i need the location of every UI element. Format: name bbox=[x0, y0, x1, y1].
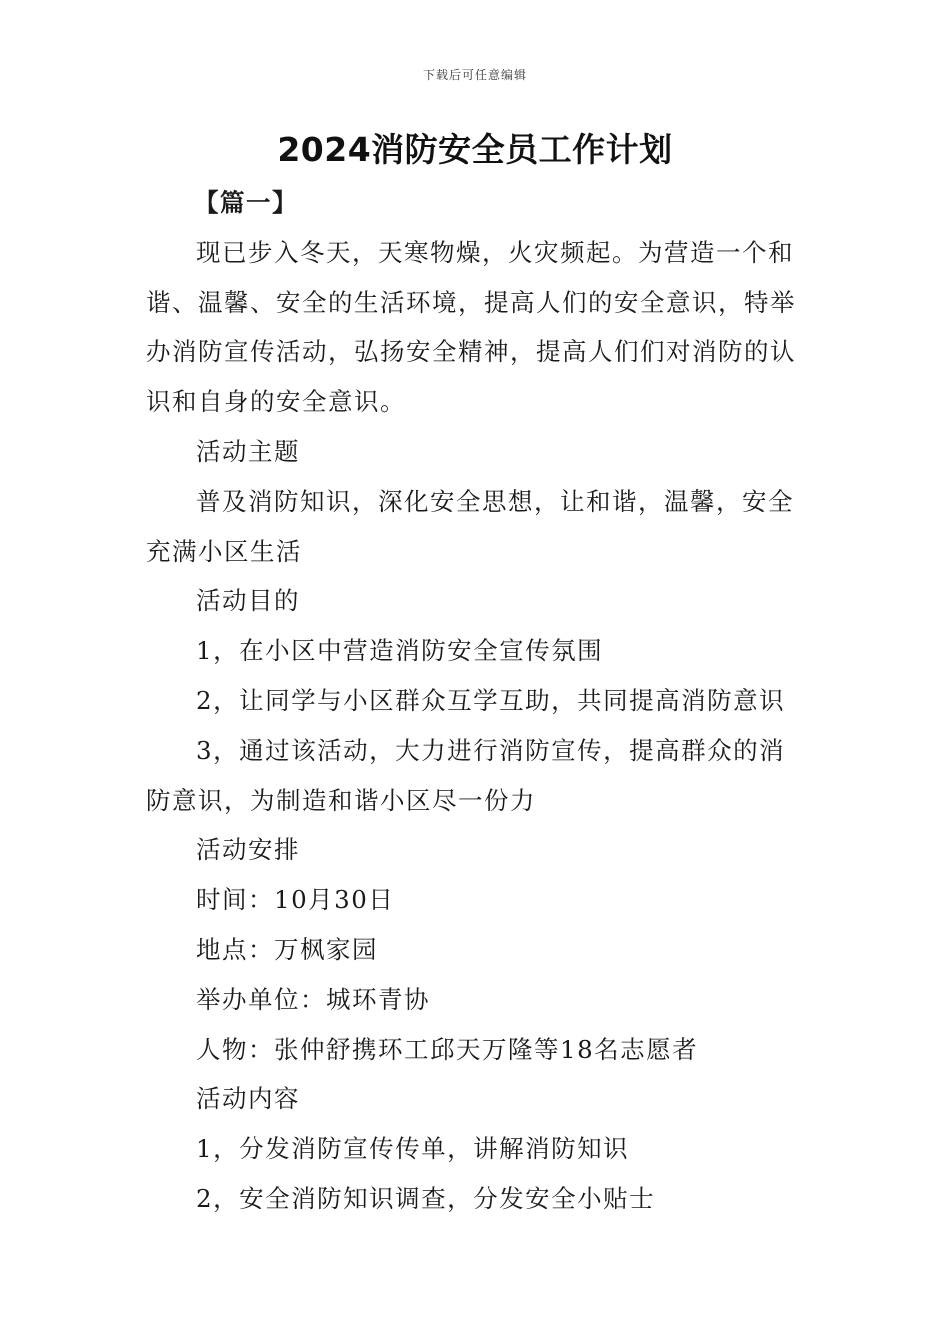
header-note: 下载后可任意编辑 bbox=[422, 68, 527, 82]
heading-activity-theme: 活动主题 bbox=[196, 436, 300, 466]
schedule-time: 时间：10月30日 bbox=[196, 885, 395, 915]
content-item-1: 1，分发消防宣传传单，讲解消防知识 bbox=[196, 1134, 630, 1164]
heading-activity-purpose: 活动目的 bbox=[196, 586, 300, 616]
document-body bbox=[146, 178, 806, 1224]
content-item-2: 2，安全消防知识调查，分发安全小贴士 bbox=[196, 1183, 656, 1213]
schedule-location: 地点：万枫家园 bbox=[196, 934, 378, 964]
purpose-item-2: 2，让同学与小区群众互学互助，共同提高消防意识 bbox=[196, 685, 786, 715]
purpose-item-3: 3，通过该活动，大力进行消防宣传，提高群众的消防意识，为制造和谐小区尽一份力 bbox=[146, 735, 786, 815]
schedule-people: 人物：张仲舒携环工邱天万隆等18名志愿者 bbox=[196, 1034, 699, 1064]
paragraph-theme: 普及消防知识，深化安全思想，让和谐，温馨，安全充满小区生活 bbox=[146, 486, 794, 566]
section-label: 【篇一】 bbox=[194, 188, 298, 217]
paragraph-intro: 现已步入冬天，天寒物燥，火灾频起。为营造一个和谐、温馨、安全的生活环境，提高人们的安全意识，特举办消防宣传活动，弘扬安全精神，提高人们们对消防的认识和自身的安全意识。 bbox=[146, 237, 796, 417]
heading-activity-content: 活动内容 bbox=[196, 1084, 300, 1114]
heading-activity-schedule: 活动安排 bbox=[196, 835, 300, 865]
document-title: 2024消防安全员工作计划 bbox=[277, 130, 673, 169]
purpose-item-1: 1，在小区中营造消防安全宣传氛围 bbox=[196, 636, 604, 666]
schedule-organizer: 举办单位：城环青协 bbox=[196, 984, 430, 1014]
